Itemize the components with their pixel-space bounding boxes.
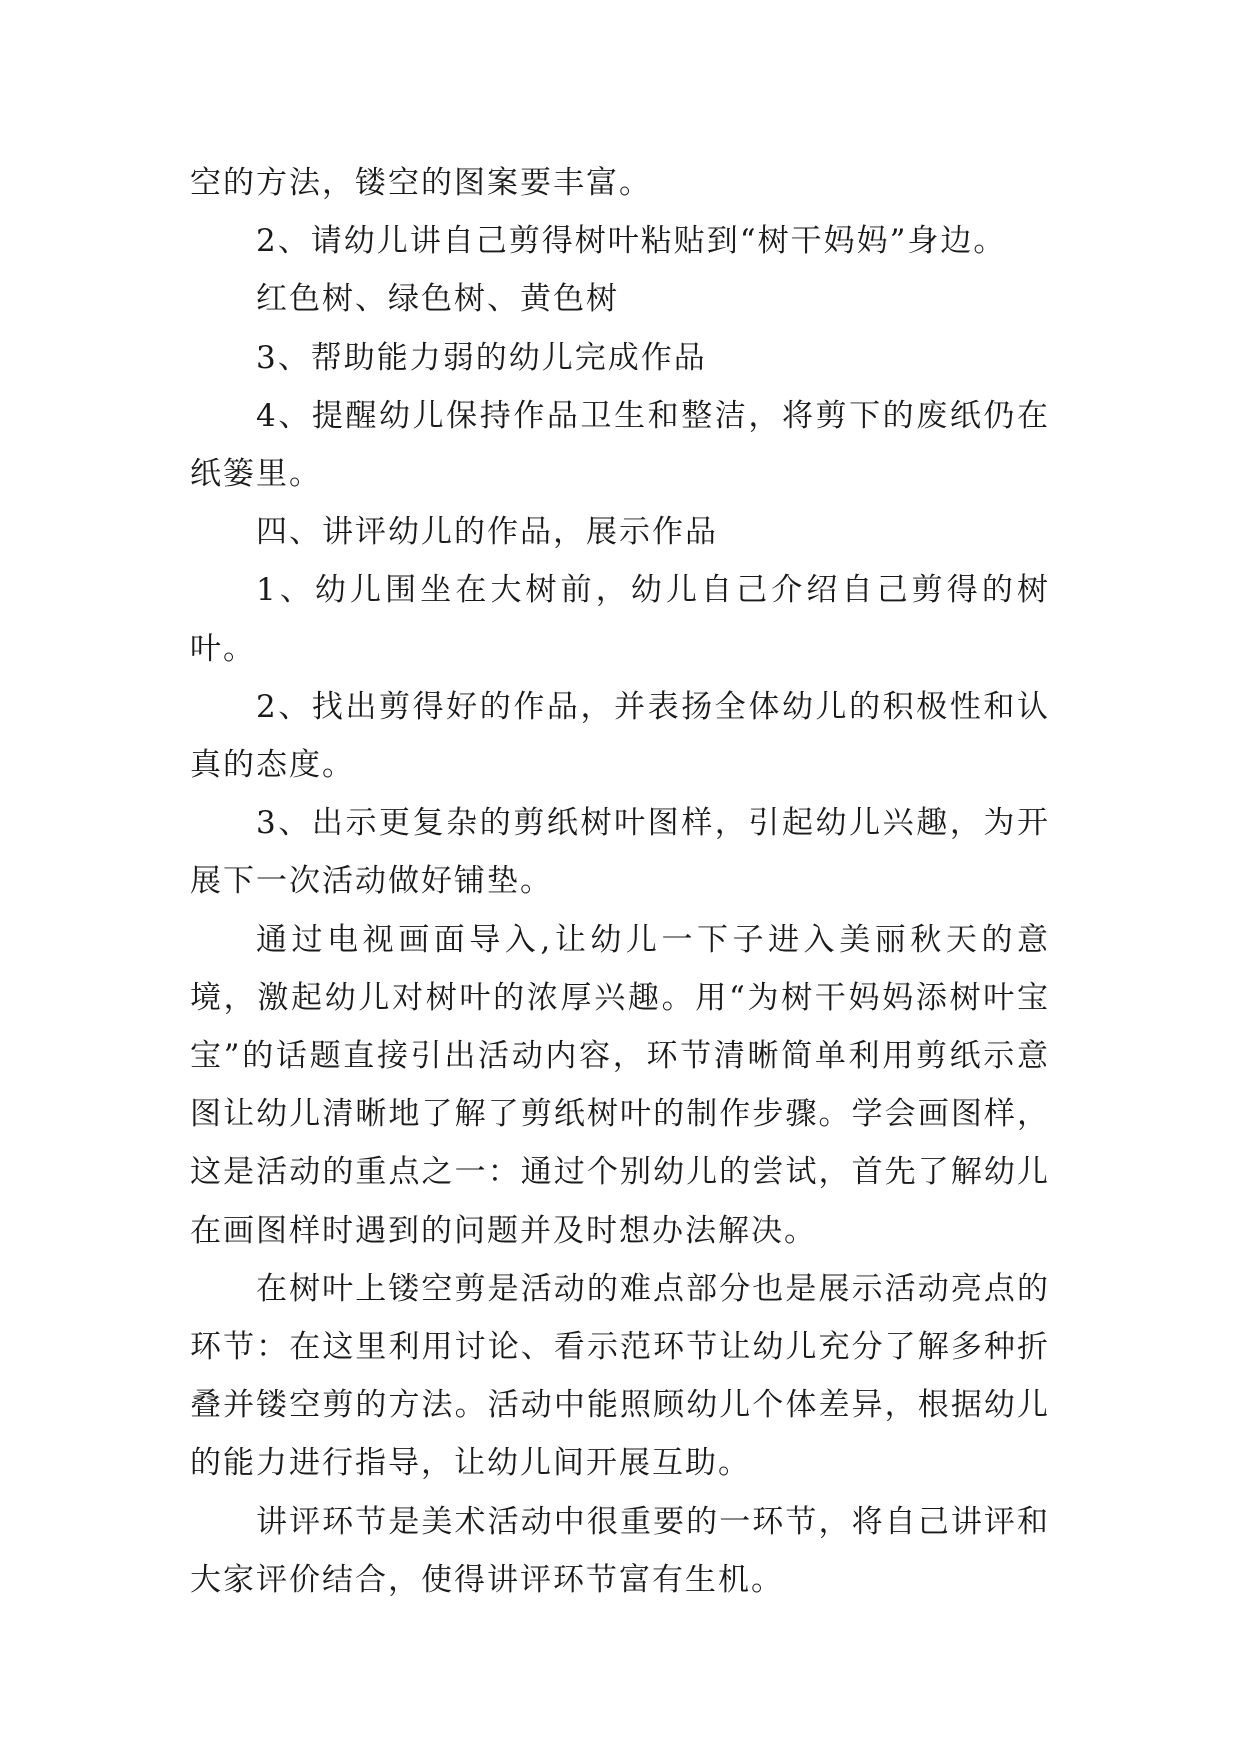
- paragraph: 4、提醒幼儿保持作品卫生和整洁，将剪下的废纸仍在纸篓里。: [190, 397, 1050, 493]
- paragraph: 通过电视画面导入,让幼儿一下子进入美丽秋天的意境，激起幼儿对树叶的浓厚兴趣。用“为树干妈妈添树叶宝宝”的话题直接引出活动内容，环节清晰简单利用剪纸示意图让幼儿清晰地了解了剪纸树叶的制作步骤。学会画图样，这是活动的重点之一：通过个别幼儿的尝试，首先了解幼儿在画图样时遇到的问题并及时想办法解决。: [190, 921, 1050, 1249]
- paragraph: 四、讲评幼儿的作品，展示作品: [256, 514, 718, 551]
- paragraph: 2、请幼儿讲自己剪得树叶粘贴到“树干妈妈”身边。: [256, 223, 1007, 260]
- paragraph: 2、找出剪得好的作品，并表扬全体幼儿的积极性和认真的态度。: [190, 688, 1050, 784]
- paragraph: 红色树、绿色树、黄色树: [256, 281, 619, 318]
- paragraph: 在树叶上镂空剪是活动的难点部分也是展示活动亮点的环节：在这里利用讨论、看示范环节让幼儿充分了解多种折叠并镂空剪的方法。活动中能照顾幼儿个体差异，根据幼儿的能力进行指导，让幼儿间开展互助。: [190, 1270, 1050, 1482]
- paragraph: 3、帮助能力弱的幼儿完成作品: [256, 339, 707, 376]
- document-body: [190, 154, 1050, 1609]
- paragraph: 讲评环节是美术活动中很重要的一环节，将自己讲评和大家评价结合，使得讲评环节富有生机。: [190, 1503, 1050, 1598]
- paragraph: 空的方法，镂空的图案要丰富。: [190, 165, 652, 201]
- paragraph: 3、出示更复杂的剪纸树叶图样，引起幼儿兴趣，为开展下一次活动做好铺垫。: [190, 805, 1050, 900]
- paragraph: 1、幼儿围坐在大树前，幼儿自己介绍自己剪得的树叶。: [190, 572, 1050, 667]
